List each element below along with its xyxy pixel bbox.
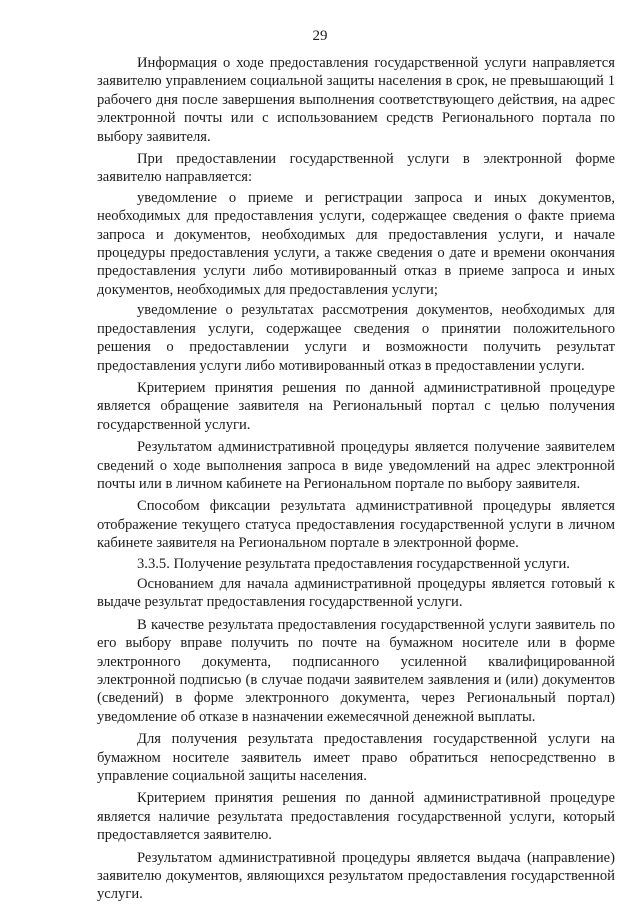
paragraph-electronic-form-intro: При предоставлении государственной услуги в электронной форме заявителю направляется: bbox=[97, 151, 615, 186]
paragraph-delivery-criterion: Критерием принятия решения по данной административной процедуре является наличие результата предоставления государственной услуги, который предоставляется заявителю. bbox=[97, 790, 615, 844]
paragraph-result-delivery-options: В качестве результата предоставления государственной услуги заявитель по его выбору вправе получить по почте на бумажном носителе или в форме электронного документа, подписанного усиленной квалифицированной электронной подписью (в случае подачи заявителем заявления и (или) документов (сведений) в форме электронного документа, через Региональный портал) уведомление об отказе в назначении ежемесячной денежной выплаты. bbox=[97, 616, 615, 725]
paragraph-fixation-method: Способом фиксации результата административной процедуры является отображение текущего статуса предоставления государственной услуги в личном кабинете заявителя на Региональном портале в электронной форме. bbox=[97, 498, 615, 552]
page-number: 29 bbox=[312, 28, 328, 44]
document-body bbox=[97, 54, 615, 908]
paragraph-status-notification: Информация о ходе предоставления государственной услуги направляется заявителю управлением социальной защиты населения в срок, не превышающий 1 рабочего дня после завершения выполнения соответствующего действия, на адрес электронной почты или с использованием средств Регионального портала по выбору заявителя. bbox=[97, 55, 615, 145]
paragraph-receipt-notification: уведомление о приеме и регистрации запроса и иных документов, необходимых для предоставления услуги, содержащее сведения о факте приема запроса и документов, необходимых для предоставления услуги, и начале процедуры предоставления услуги, а также сведения о дате и времени окончания предоставления услуги либо мотивированный отказ в приеме запроса и иных документов, необходимых для предоставления услуги; bbox=[97, 189, 615, 298]
paragraph-decision-criterion: Критерием принятия решения по данной административной процедуре является обращение заявителя на Региональный портал с целью получения государственной услуги. bbox=[97, 379, 615, 433]
paragraph-procedure-basis: Основанием для начала административной процедуры является готовый к выдаче результат предоставления государственной услуги. bbox=[97, 575, 615, 611]
paragraph-delivery-result: Результатом административной процедуры является выдача (направление) заявителю документов, являющихся результатом предоставления государственной услуги. bbox=[97, 849, 615, 903]
paragraph-review-notification: уведомление о результатах рассмотрения документов, необходимых для предоставления услуги, содержащее сведения о принятии положительного решения о предоставлении услуги и возможности получить результат предоставления услуги либо мотивированный отказ в предоставлении услуги. bbox=[97, 302, 615, 374]
section-heading-3-3-5: 3.3.5. Получение результата предоставления государственной услуги. bbox=[137, 555, 570, 572]
paragraph-paper-result: Для получения результата предоставления государственной услуги на бумажном носителе заявитель имеет право обратиться непосредственно в управление социальной защиты населения. bbox=[97, 731, 615, 785]
paragraph-procedure-result: Результатом административной процедуры является получение заявителем сведений о ходе выполнения запроса в виде уведомлений на адрес электронной почты или в личном кабинете на Региональном портале по выбору заявителя. bbox=[97, 439, 615, 492]
